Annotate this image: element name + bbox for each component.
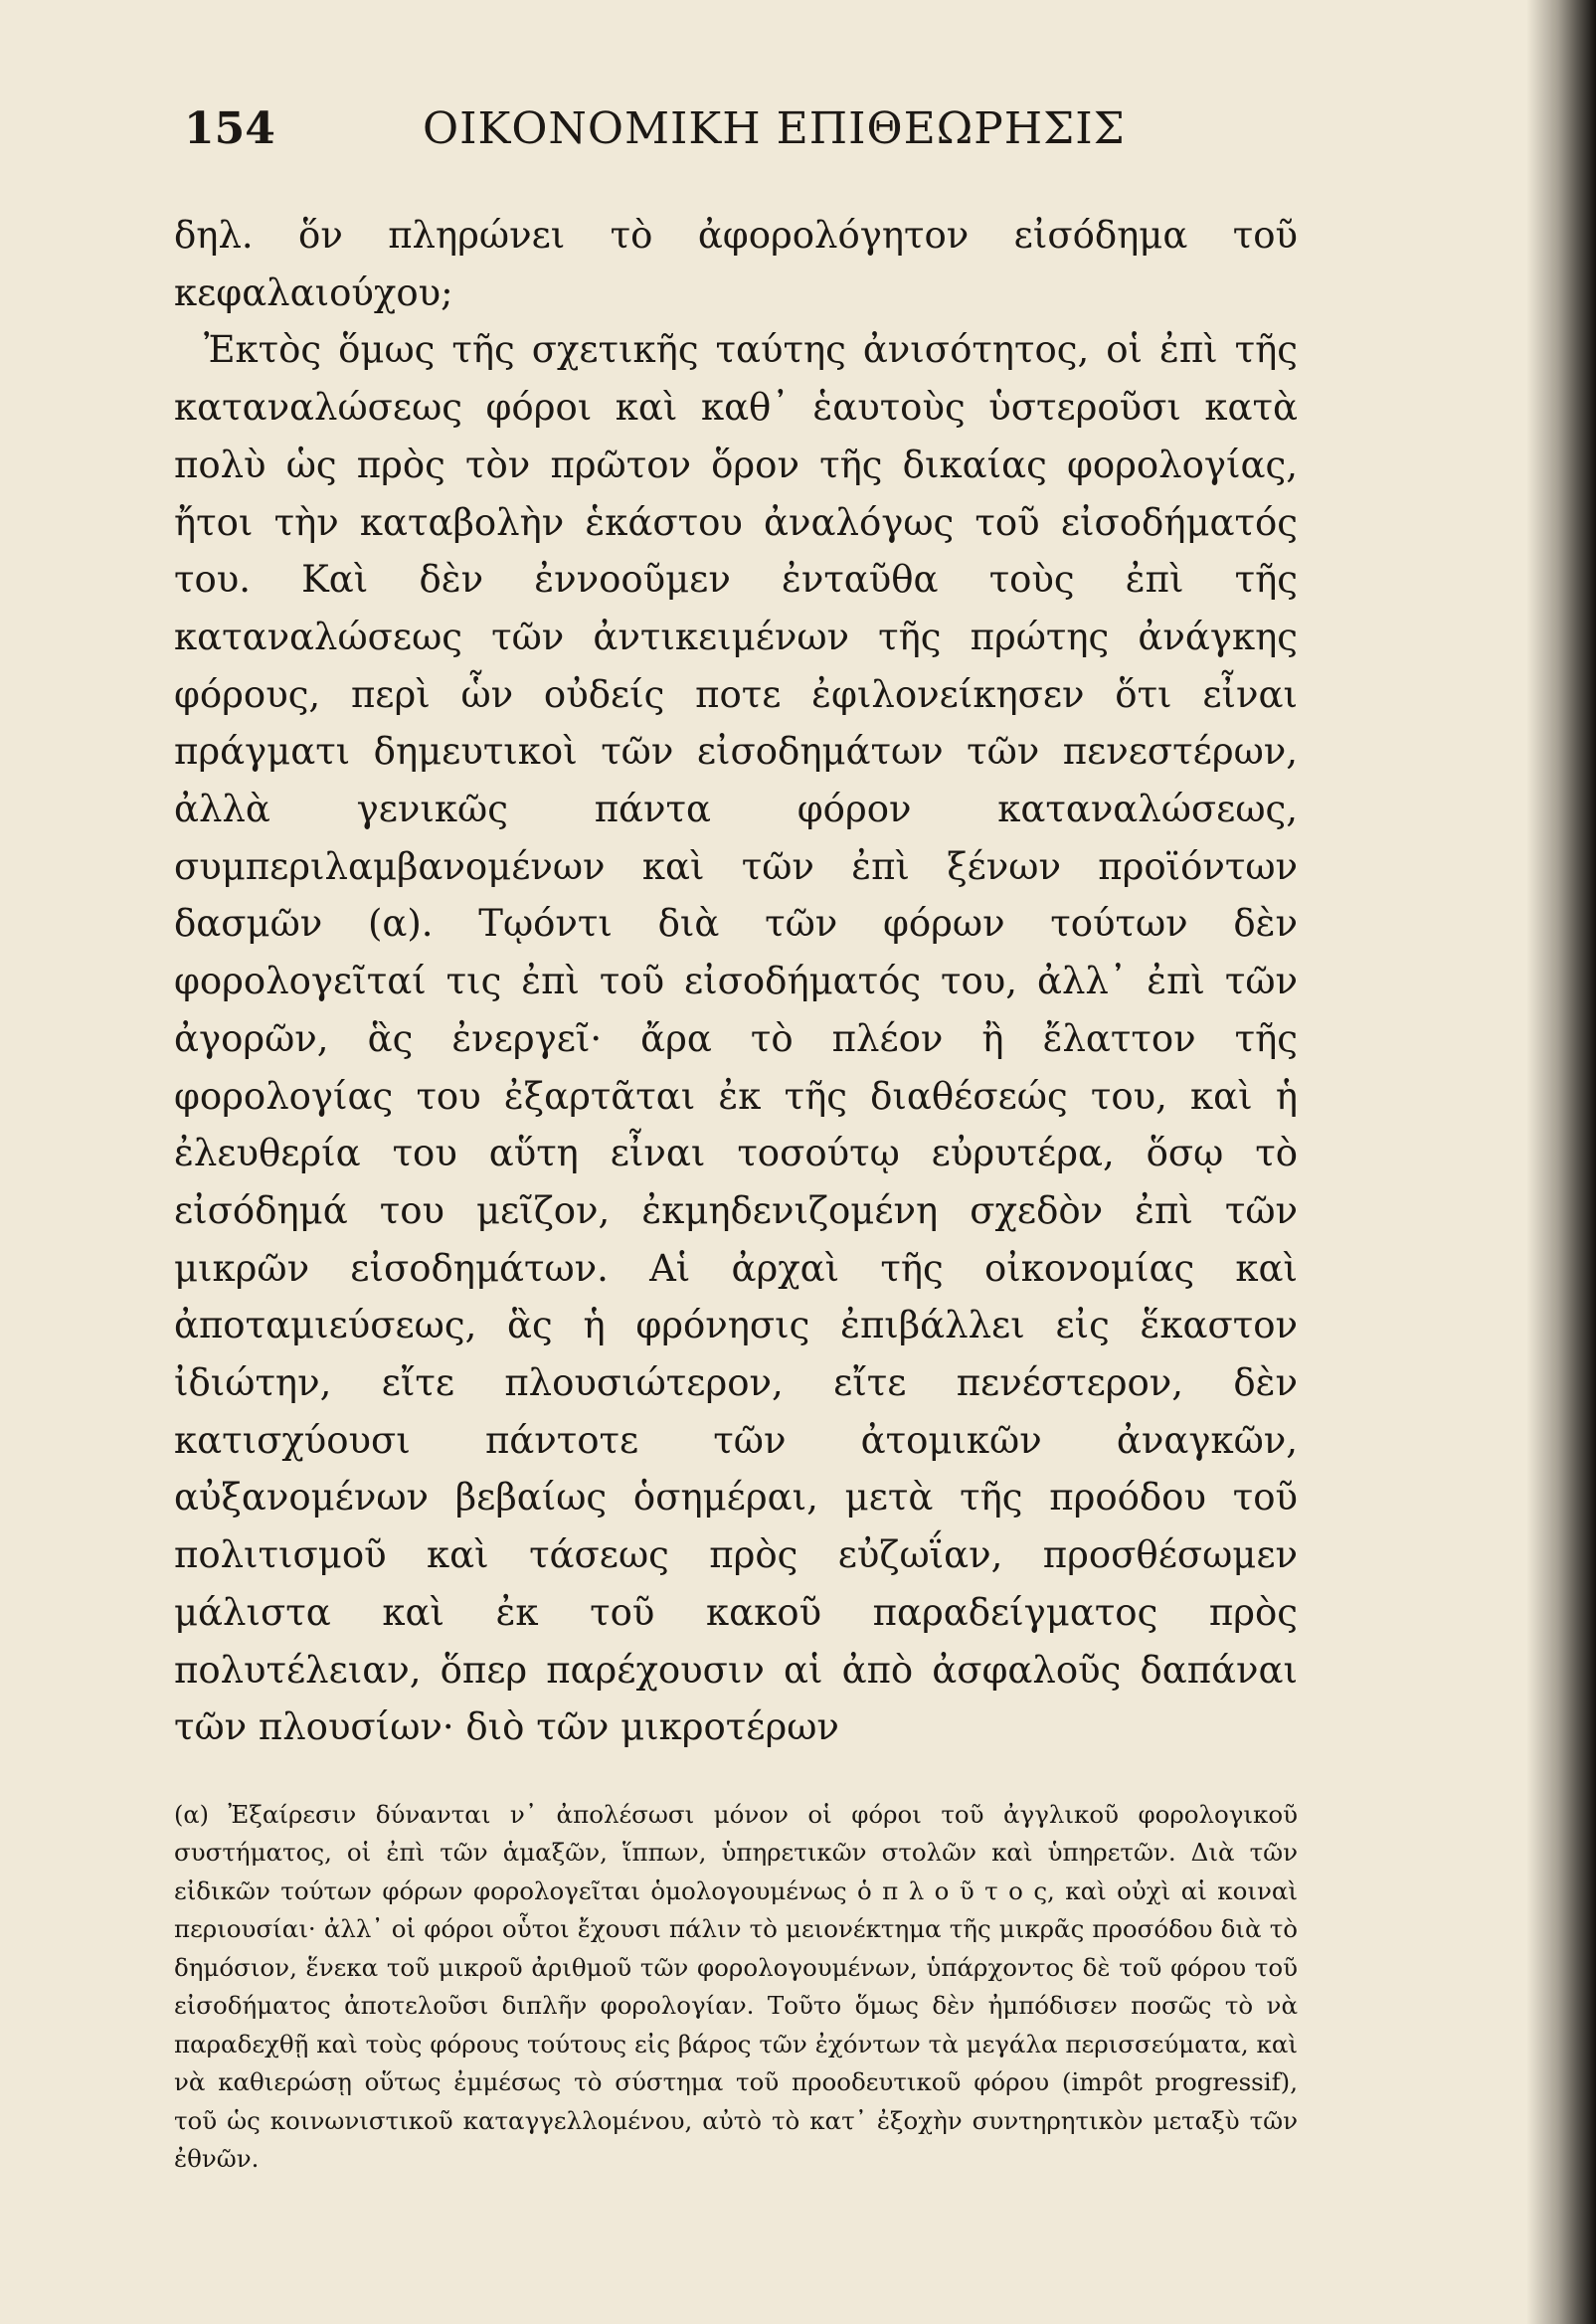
footnote-text: Ἐξαίρεσιν δύνανται ν᾽ ἀπολέσωσι μόνον οἱ φόροι τοῦ ἀγγλικοῦ φορολογικοῦ συστήματος, οἱ ἐπὶ τῶν ἁμαξῶν, ἵππων, ὑπηρετικῶν στολῶν καὶ ὑπηρετῶν. Διὰ τῶν εἰδικῶν τούτων φόρων φορολογεῖται ὁμολογουμένως ὁ π λ ο ῦ τ ο ς, καὶ οὐχὶ αἱ κοιναὶ περιουσίαι· ἀλλ᾽ οἱ φόροι οὗτοι ἔχουσι πάλιν τὸ μειονέκτημα τῆς μικρᾶς προσόδου διὰ τὸ δημόσιον, ἕνεκα τοῦ μικροῦ ἀριθμοῦ τῶν φορολογουμένων, ὑπάρχοντος δὲ τοῦ φόρου τοῦ εἰσοδήματος ἀποτελοῦσι διπλῆν φορολογίαν. Τοῦτο ὅμως δὲν ἠμπόδισεν ποσῶς τὸ νὰ παραδεχθῇ καὶ τοὺς φόρους τούτους εἰς βάρος τῶν ἐχόντων τὰ μεγάλα περισσεύματα, καὶ νὰ καθιερώσῃ οὕτως ἐμμέσως τὸ σύστημα τοῦ προοδευτικοῦ φόρου (impôt progressif), τοῦ ὡς κοινωνιστικοῦ καταγγελλομένου, αὐτὸ τὸ κατ᾽ ἐξοχὴν συντηρητικὸν μεταξὺ τῶν ἐθνῶν. [174,1799,1298,2174]
book-spine-shadow [1526,0,1596,2324]
page-header [174,97,1298,177]
body-text [174,207,1298,1756]
book-page [174,97,1298,2179]
footnote-marker: (α) [174,1800,209,1829]
running-title: ΟΙΚΟΝΟΜΙΚΗ ΕΠΙΘΕΩΡΗΣΙΣ [423,103,1126,154]
page-number: 154 [184,103,275,154]
body-paragraph-1: δηλ. ὅν πληρώνει τὸ ἀφορολόγητον εἰσόδημα τοῦ κεφαλαιούχου; [174,214,1298,314]
footnote [174,1796,1298,2179]
body-paragraph-2: Ἐκτὸς ὅμως τῆς σχετικῆς ταύτης ἀνισότητος, οἱ ἐπὶ τῆς καταναλώσεως φόροι καὶ καθ᾽ ἑαυτοὺς ὑστεροῦσι κατὰ πολὺ ὡς πρὸς τὸν πρῶτον ὅρον τῆς δικαίας φορολογίας, ἤτοι τὴν καταβολὴν ἑκάστου ἀναλόγως τοῦ εἰσοδήματός του. Καὶ δὲν ἐννοοῦμεν ἐνταῦθα τοὺς ἐπὶ τῆς καταναλώσεως τῶν ἀντικειμένων τῆς πρώτης ἀνάγκης φόρους, περὶ ὧν οὐδείς ποτε ἐφιλονείκησεν ὅτι εἶναι πράγματι δημευτικοὶ τῶν εἰσοδημάτων τῶν πενεστέρων, ἀλλὰ γενικῶς πάντα φόρον καταναλώσεως, συμπεριλαμβανομένων καὶ τῶν ἐπὶ ξένων προϊόντων δασμῶν (α). Τῳόντι διὰ τῶν φόρων τούτων δὲν φορολογεῖταί τις ἐπὶ τοῦ εἰσοδήματός του, ἀλλ᾽ ἐπὶ τῶν ἀγορῶν, ἃς ἐνεργεῖ· ἄρα τὸ πλέον ἢ ἔλαττον τῆς φορολογίας του ἐξαρτᾶται ἐκ τῆς διαθέσεώς του, καὶ ἡ ἐλευθερία του αὕτη εἶναι τοσούτῳ εὐρυτέρα, ὅσῳ τὸ εἰσόδημά του μεῖζον, ἐκμηδενιζομένη σχεδὸν ἐπὶ τῶν μικρῶν εἰσοδημάτων. Αἱ ἀρχαὶ τῆς οἰκονομίας καὶ ἀποταμιεύσεως, ἃς ἡ φρόνησις ἐπιβάλλει εἰς ἕκαστον ἰδιώτην, εἴτε πλουσιώτερον, εἴτε πενέστερον, δὲν κατισχύουσι πάντοτε τῶν ἀτομικῶν ἀναγκῶν, αὐξανομένων βεβαίως ὁσημέραι, μετὰ τῆς προόδου τοῦ πολιτισμοῦ καὶ τάσεως πρὸς εὐζωΐαν, προσθέσωμεν μάλιστα καὶ ἐκ τοῦ κακοῦ παραδείγματος πρὸς πολυτέλειαν, ὅπερ παρέχουσιν αἱ ἀπὸ ἀσφαλοῦς δαπάναι τῶν πλουσίων· διὸ τῶν μικροτέρων [174,328,1298,1749]
